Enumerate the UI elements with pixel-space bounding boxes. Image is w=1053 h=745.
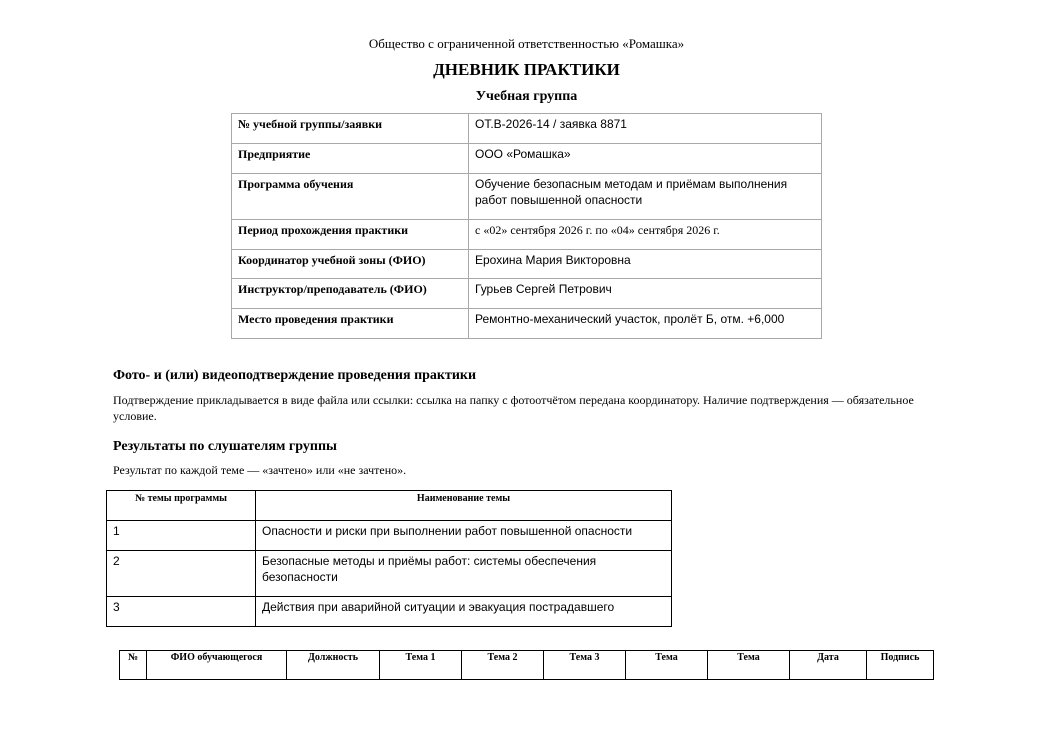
info-row-instructor bbox=[232, 279, 822, 309]
topic-row bbox=[107, 597, 672, 627]
info-value: ООО «Ромашка» bbox=[469, 144, 822, 174]
info-value: Ерохина Мария Викторовна bbox=[469, 250, 822, 279]
info-row-period bbox=[232, 220, 822, 250]
students-header-position: Должность bbox=[287, 651, 380, 680]
topic-row bbox=[107, 551, 672, 597]
info-row-coordinator bbox=[232, 250, 822, 279]
students-header-topic-5: Тема bbox=[708, 651, 790, 680]
topics-header-number: № темы программы bbox=[107, 491, 256, 521]
students-header-name: ФИО обучающегося bbox=[147, 651, 287, 680]
info-label: Координатор учебной зоны (ФИО) bbox=[232, 250, 469, 279]
organization-name: Общество с ограниченной ответственностью «Ромашка» bbox=[368, 36, 685, 51]
topics-table bbox=[106, 490, 672, 627]
topic-number: 1 bbox=[107, 521, 256, 551]
students-header-signature: Подпись bbox=[867, 651, 934, 680]
info-label: Предприятие bbox=[232, 144, 469, 174]
info-row-program bbox=[232, 174, 822, 220]
results-section-title: Результаты по слушателям группы bbox=[113, 439, 337, 454]
students-header-topic-1: Тема 1 bbox=[380, 651, 462, 680]
info-label: Место проведения практики bbox=[232, 309, 469, 339]
topic-name: Действия при аварийной ситуации и эвакуация пострадавшего bbox=[256, 597, 672, 627]
photo-section-text: Подтверждение прикладывается в виде файла или ссылки: ссылка на папку с фотоотчётом передана координатору. Наличие подтверждения — обязательное условие. bbox=[113, 393, 914, 423]
document-title: ДНЕВНИК ПРАКТИКИ bbox=[433, 60, 620, 79]
topic-number: 2 bbox=[107, 551, 256, 597]
students-header-topic-2: Тема 2 bbox=[462, 651, 544, 680]
group-info-table bbox=[231, 113, 822, 339]
students-header-date: Дата bbox=[790, 651, 867, 680]
students-header-row bbox=[120, 651, 934, 680]
topic-name: Опасности и риски при выполнении работ повышенной опасности bbox=[256, 521, 672, 551]
info-label: Программа обучения bbox=[232, 174, 469, 220]
info-label: Инструктор/преподаватель (ФИО) bbox=[232, 279, 469, 309]
photo-section-title: Фото- и (или) видеоподтверждение проведения практики bbox=[113, 368, 477, 383]
info-value: с «02» сентября 2026 г. по «04» сентября 2026 г. bbox=[469, 220, 822, 250]
students-results-table bbox=[119, 650, 934, 680]
topics-header-row bbox=[107, 491, 672, 521]
info-row-location bbox=[232, 309, 822, 339]
topic-row bbox=[107, 521, 672, 551]
info-value: Обучение безопасным методам и приёмам выполнения работ повышенной опасности bbox=[469, 174, 822, 220]
info-value: Гурьев Сергей Петрович bbox=[469, 279, 822, 309]
students-header-number: № bbox=[120, 651, 147, 680]
students-header-topic-4: Тема bbox=[626, 651, 708, 680]
topic-number: 3 bbox=[107, 597, 256, 627]
info-label: Период прохождения практики bbox=[232, 220, 469, 250]
topic-name: Безопасные методы и приёмы работ: системы обеспечения безопасности bbox=[256, 551, 672, 597]
results-section-text: Результат по каждой теме — «зачтено» или «не зачтено». bbox=[113, 463, 407, 477]
students-header-topic-3: Тема 3 bbox=[544, 651, 626, 680]
info-row-enterprise bbox=[232, 144, 822, 174]
info-label: № учебной группы/заявки bbox=[232, 114, 469, 144]
info-value: Ремонтно-механический участок, пролёт Б, отм. +6,000 bbox=[469, 309, 822, 339]
topics-header-name: Наименование темы bbox=[256, 491, 672, 521]
info-value: ОТ.В-2026-14 / заявка 8871 bbox=[469, 114, 822, 144]
info-row-group-number bbox=[232, 114, 822, 144]
group-section-title: Учебная группа bbox=[475, 89, 578, 104]
